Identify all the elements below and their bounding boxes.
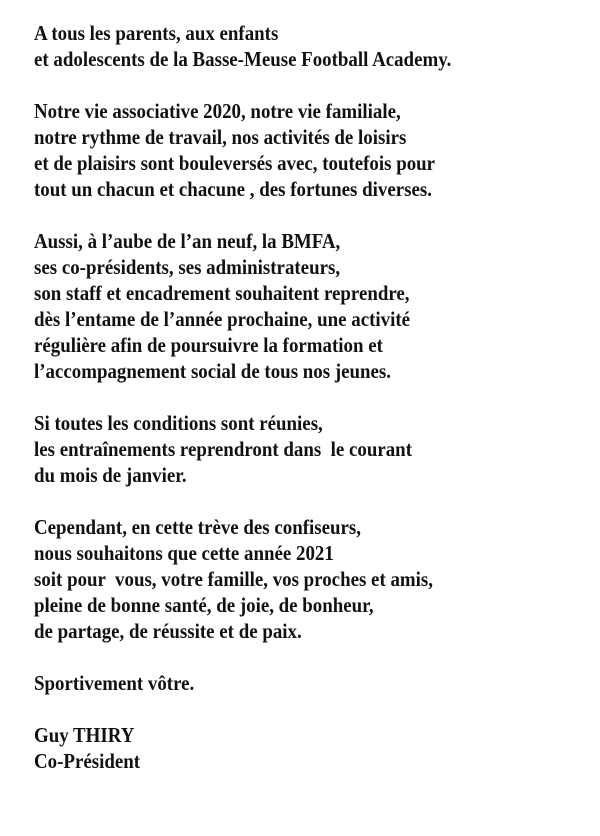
- text-line: soit pour vous, votre famille, vos proches et amis,: [34, 567, 433, 591]
- closing-line: Sportivement vôtre.: [34, 671, 195, 695]
- text-line: Aussi, à l’aube de l’an neuf, la BMFA,: [34, 229, 341, 253]
- text-line: du mois de janvier.: [34, 463, 187, 487]
- text-line: Si toutes les conditions sont réunies,: [34, 411, 323, 435]
- resumption-paragraph: [34, 410, 538, 488]
- text-line: et de plaisirs sont bouleversés avec, toutefois pour: [34, 151, 436, 175]
- text-line: les entraînements reprendront dans le courant: [34, 437, 412, 461]
- wishes-paragraph: [34, 514, 538, 644]
- text-line: régulière afin de poursuivre la formation et: [34, 333, 383, 357]
- signature-block: [34, 722, 538, 774]
- closing-paragraph: [34, 670, 538, 696]
- signatory-title: Co-Président: [34, 749, 141, 773]
- text-line: de partage, de réussite et de paix.: [34, 619, 302, 643]
- text-line: notre rythme de travail, nos activités de loisirs: [34, 125, 407, 149]
- letter-body: [34, 20, 538, 774]
- text-line: dès l’entame de l’année prochaine, une activité: [34, 307, 411, 331]
- text-line: et adolescents de la Basse-Meuse Football Academy.: [34, 47, 452, 71]
- text-line: ses co-présidents, ses administrateurs,: [34, 255, 341, 279]
- greeting-paragraph: [34, 20, 538, 72]
- text-line: son staff et encadrement souhaitent reprendre,: [34, 281, 410, 305]
- signatory-name: Guy THIRY: [34, 723, 135, 747]
- text-line: Notre vie associative 2020, notre vie familiale,: [34, 99, 401, 123]
- context-paragraph: [34, 98, 538, 202]
- text-line: pleine de bonne santé, de joie, de bonheur,: [34, 593, 374, 617]
- text-line: Cependant, en cette trève des confiseurs,: [34, 515, 362, 539]
- text-line: nous souhaitons que cette année 2021: [34, 541, 334, 565]
- intention-paragraph: [34, 228, 538, 384]
- text-line: A tous les parents, aux enfants: [34, 21, 279, 45]
- text-line: tout un chacun et chacune , des fortunes diverses.: [34, 177, 432, 201]
- text-line: l’accompagnement social de tous nos jeunes.: [34, 359, 391, 383]
